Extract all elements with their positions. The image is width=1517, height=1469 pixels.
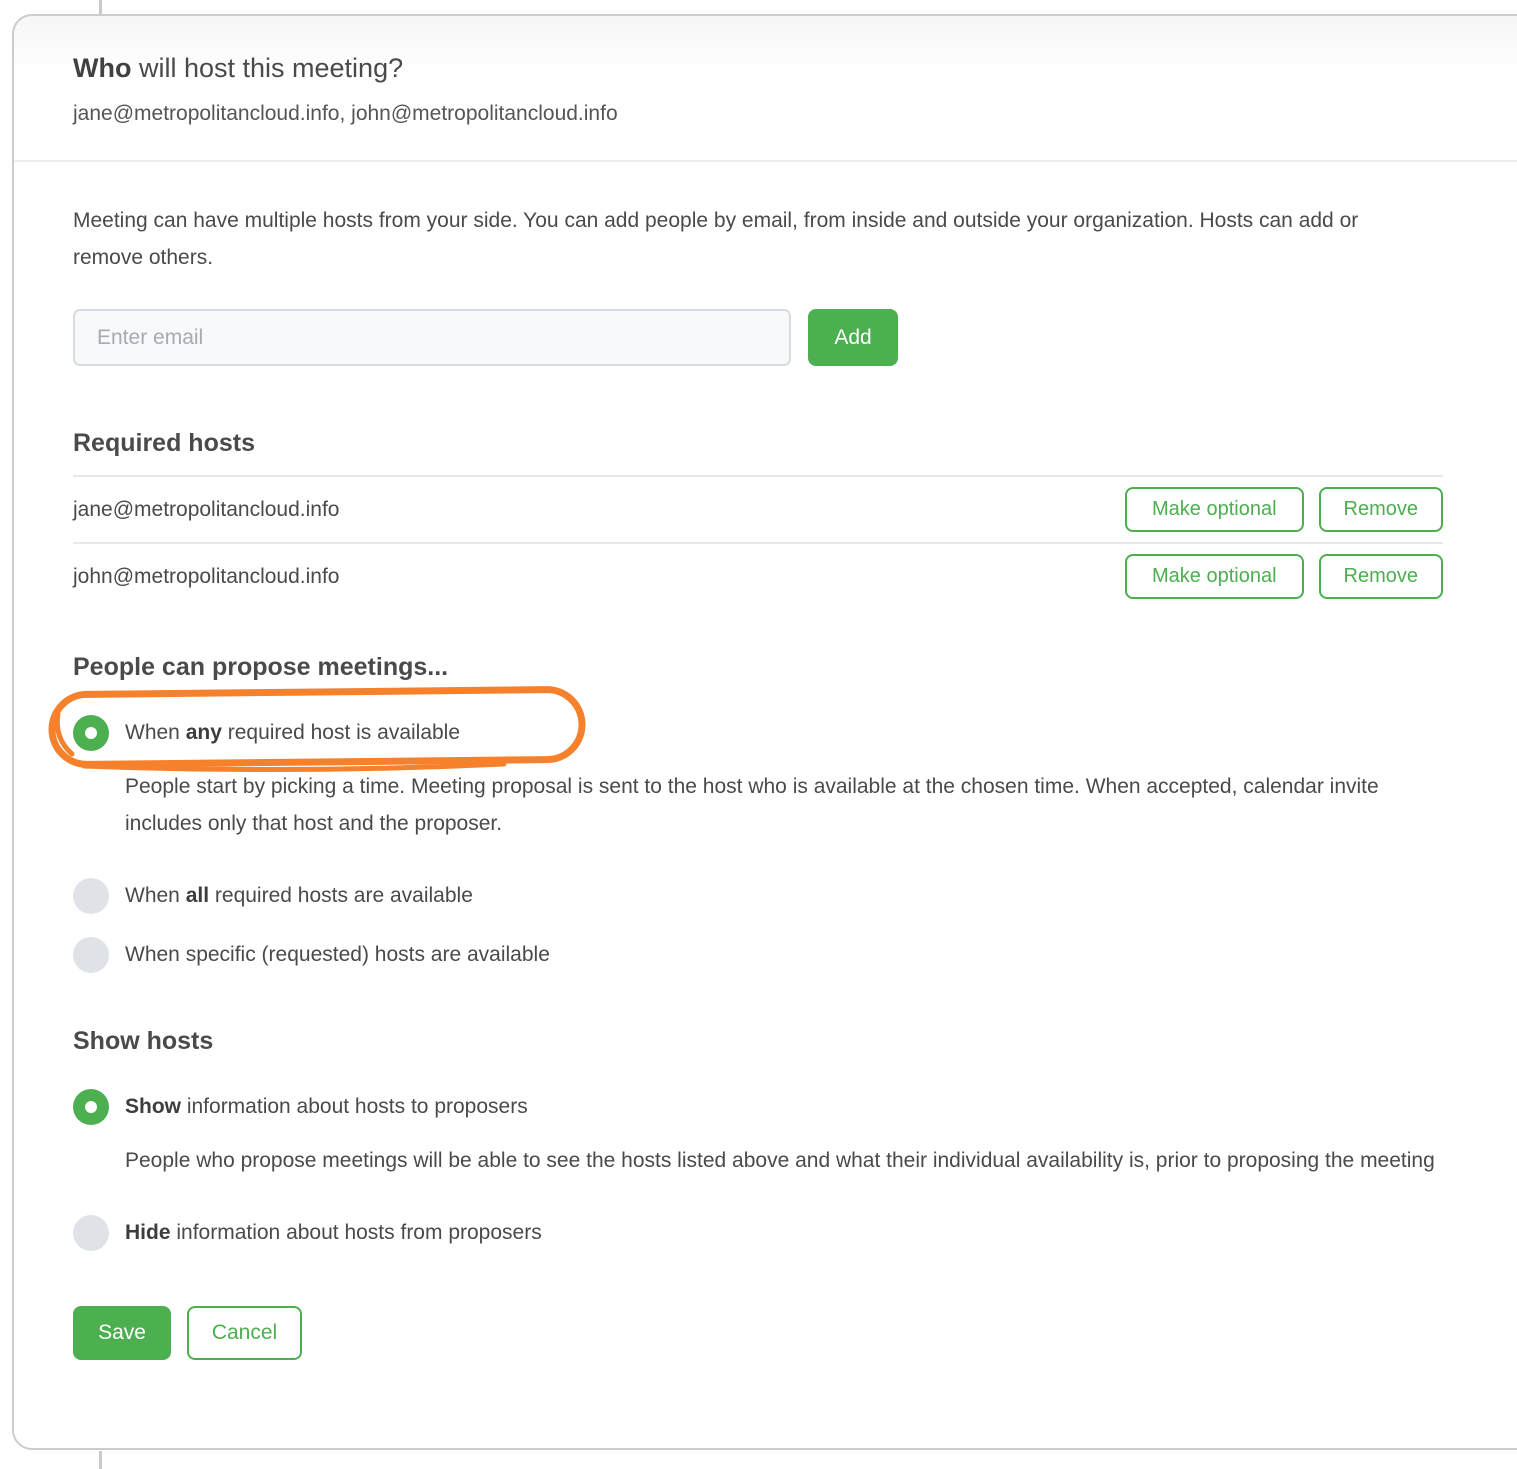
- make-optional-button[interactable]: Make optional: [1125, 554, 1304, 599]
- radio-selected-icon[interactable]: [73, 1089, 109, 1125]
- host-email: jane@metropolitancloud.info: [73, 497, 340, 521]
- save-button[interactable]: Save: [73, 1306, 171, 1360]
- option-label: [125, 884, 473, 908]
- background-connector-line-top: [99, 0, 102, 15]
- option-label-suffix: required host is available: [221, 721, 461, 744]
- title-rest: will host this meeting?: [131, 53, 404, 83]
- host-email: john@metropolitancloud.info: [73, 564, 340, 588]
- option-label-suffix: required hosts are available: [209, 884, 473, 907]
- option-label-prefix: When: [125, 721, 186, 744]
- option-when-any-host[interactable]: [73, 715, 1443, 751]
- option-label-bold: Show: [125, 1095, 181, 1118]
- option-label-suffix: information about hosts to proposers: [181, 1095, 528, 1118]
- option-label-bold: Hide: [125, 1221, 171, 1244]
- page-title: [73, 52, 1443, 84]
- option-description: People who propose meetings will be able to see the hosts listed above and what their individual availability is, prior to proposing the meeting: [125, 1149, 1435, 1172]
- host-settings-panel: [12, 14, 1517, 1450]
- hosts-summary: jane@metropolitancloud.info, john@metropolitancloud.info: [73, 102, 618, 125]
- cancel-button[interactable]: Cancel: [187, 1306, 302, 1360]
- option-label-prefix: When: [125, 884, 186, 907]
- remove-button[interactable]: Remove: [1319, 554, 1443, 599]
- option-hide-host-info[interactable]: [73, 1215, 1443, 1251]
- host-row: [73, 475, 1443, 542]
- option-label: [125, 1221, 542, 1245]
- host-row: [73, 542, 1443, 609]
- add-button[interactable]: Add: [808, 309, 898, 366]
- required-hosts-list: [73, 475, 1443, 609]
- footer-actions: [73, 1306, 1443, 1360]
- option-when-all-hosts[interactable]: [73, 878, 1443, 914]
- show-hosts-heading: Show hosts: [73, 1027, 214, 1055]
- title-keyword: Who: [73, 53, 132, 83]
- make-optional-button[interactable]: Make optional: [1125, 487, 1304, 532]
- radio-unselected-icon[interactable]: [73, 878, 109, 914]
- header-divider: [14, 160, 1517, 162]
- propose-meetings-heading: People can propose meetings...: [73, 653, 449, 681]
- radio-unselected-icon[interactable]: [73, 937, 109, 973]
- option-label-suffix: information about hosts from proposers: [170, 1221, 542, 1244]
- option-label-bold: any: [185, 721, 222, 744]
- option-label: [125, 721, 460, 745]
- option-label: [125, 943, 550, 967]
- background-connector-line-bottom: [99, 1451, 102, 1469]
- radio-selected-icon[interactable]: [73, 715, 109, 751]
- radio-dot-icon: [85, 727, 97, 739]
- option-label-bold: all: [185, 884, 210, 907]
- option-label: [125, 1095, 528, 1119]
- radio-unselected-icon[interactable]: [73, 1215, 109, 1251]
- add-host-form: [73, 309, 1443, 366]
- email-input[interactable]: [73, 309, 791, 366]
- option-show-host-info[interactable]: [73, 1089, 1443, 1125]
- remove-button[interactable]: Remove: [1319, 487, 1443, 532]
- option-description: People start by picking a time. Meeting proposal is sent to the host who is available at the chosen time. When accepted, calendar invite includes only that host and the proposer.: [125, 775, 1379, 835]
- intro-text: Meeting can have multiple hosts from your side. You can add people by email, from inside and outside your organization. Hosts can add or remove others.: [73, 209, 1359, 269]
- option-when-specific-hosts[interactable]: [73, 937, 1443, 973]
- required-hosts-heading: Required hosts: [73, 429, 255, 457]
- radio-dot-icon: [85, 1101, 97, 1113]
- option-label-prefix: When specific (requested) hosts are available: [125, 943, 550, 966]
